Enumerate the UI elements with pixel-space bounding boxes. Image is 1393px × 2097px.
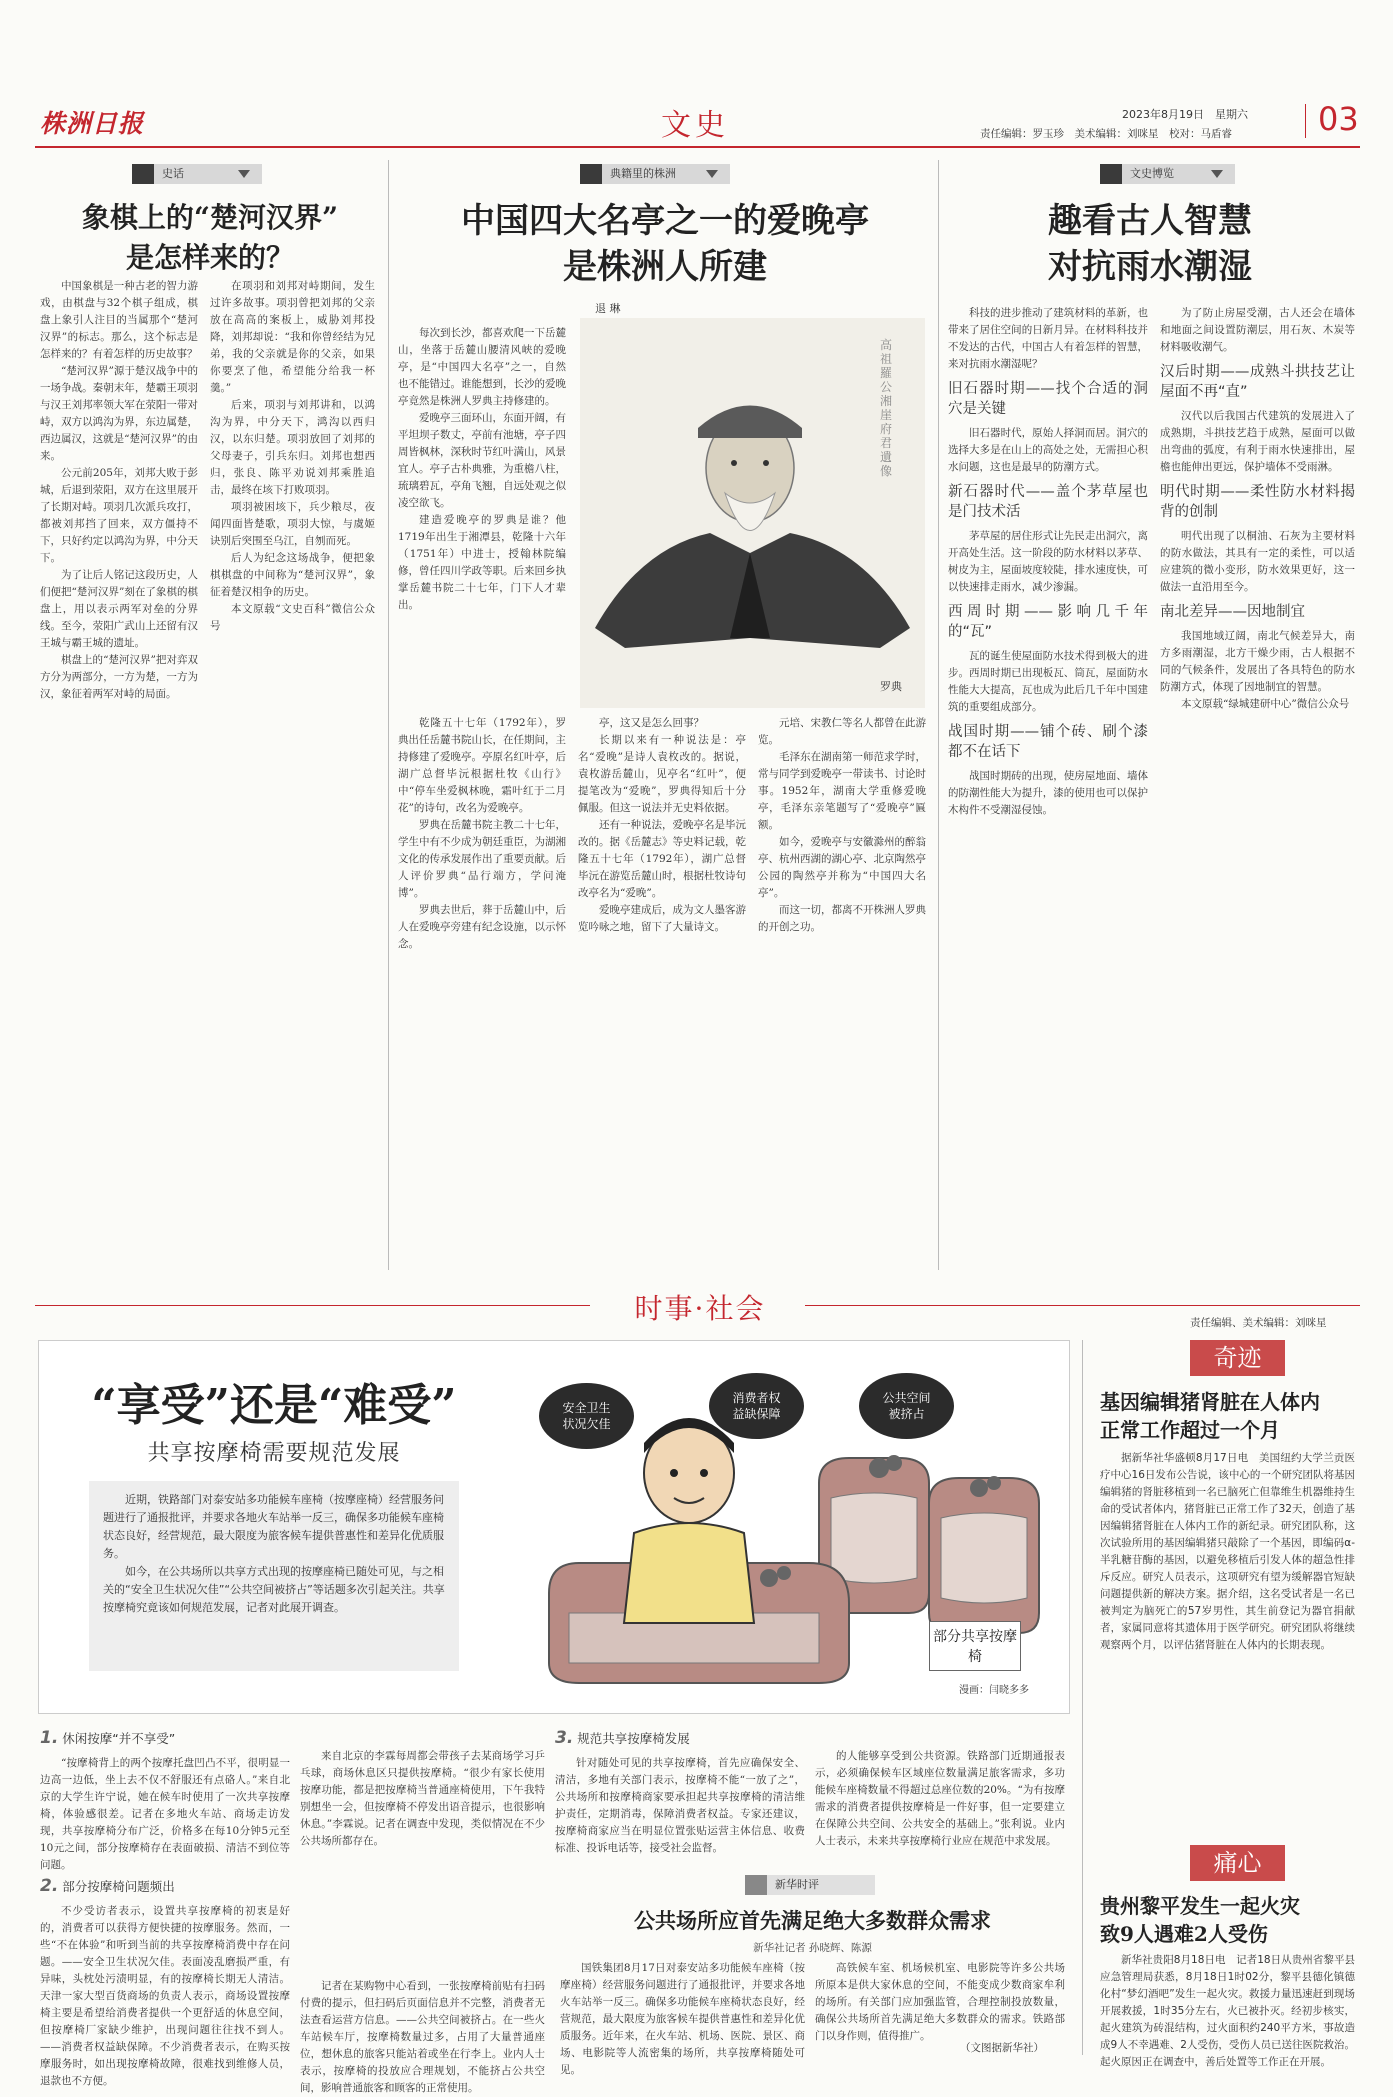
commentary-col1 — [560, 1960, 805, 2076]
source-credit: 本文原载“文史百科”微信公众号 — [210, 603, 375, 632]
cartoon-credit: 漫画：闫晓多多 — [959, 1685, 1029, 1696]
feature-sec1-col2 — [300, 1748, 545, 1973]
paragraph: “按摩椅背上的两个按摩托盘凹凸不平，很明显一边高一边低，坐上去不仅不舒服还有点硌人。”来自北京的大学生许宁说，她在候车时使用了一次共享按摩椅，体验感很差。记者在多地火车站、商场走访发现，共享按摩椅分布广泛，价格多在每10分钟5元至10元之间，部分按摩椅存在表面破损、清洁不到位等问题。 — [40, 1757, 290, 1871]
feature-sec2-col1 — [40, 1868, 290, 2087]
column-divider — [1082, 1340, 1083, 2055]
paragraph: 罗典在岳麓书院主教二十七年，学生中有不少成为朝廷重臣，为湖湘文化的传承发展作出了重要贡献。后人评价罗典“品行端方，学问淹博”。 — [398, 819, 566, 899]
paragraph: 每次到长沙，都喜欢爬一下岳麓山，坐落于岳麓山腰清风峡的爱晚亭，是“中国四大名亭”之一，自然也不能错过。谁能想到，长沙的爱晚亭竟然是株洲人罗典主持修建的。 — [398, 327, 566, 407]
paragraph: 公元前205年，刘邦大败于彭城，后退到荥阳，双方在这里展开了长期对峙。项羽几次派兵攻打，都被刘邦挡了回来，双方僵持不下，只好约定以鸿沟为界，中分天下。 — [40, 467, 198, 564]
paragraph: 爱晚亭三面环山，东面开阔，有平坦坝子数丈，亭前有池塘，亭子四周皆枫林，深秋时节红叶满山，风景宜人。亭子古朴典雅，为重檐八柱，琉璃碧瓦，亭角飞翘，自远处观之似凌空欲飞。 — [398, 412, 566, 509]
paragraph: 罗典去世后，葬于岳麓山中，后人在爱晚亭旁建有纪念设施，以示怀念。 — [398, 904, 566, 950]
kicker-label: 史话 — [162, 167, 184, 180]
paragraph: 而这一切，都离不开株洲人罗典的开创之功。 — [758, 904, 926, 933]
speech-bubble: 安全卫生状况欠佳 — [539, 1383, 634, 1449]
paragraph: 来自北京的李霖每周都会带孩子去某商场学习乒乓球，商场休息区只提供按摩椅。“很少有家长使用按摩功能，都是把按摩椅当普通座椅使用，下午我特别想坐一会，但按摩椅不停发出语音提示，也很影响休息。”李霖说。记者在调查中发现，类似情况在不少公共场所都存在。 — [300, 1750, 545, 1847]
paragraph: 建造爱晚亭的罗典是谁？他1719年出生于湘潭县，乾隆十六年（1751年）中进士，授翰林院编修，曾任四川学政等职。后来回乡执掌岳麓书院二十七年，门下人才辈出。 — [398, 514, 566, 611]
paper-logo: 株洲日报 — [40, 109, 145, 138]
left-title — [40, 198, 380, 278]
tag-miracle: 奇迹 — [1190, 1340, 1285, 1376]
paragraph: 明代出现了以桐油、石灰为主要材料的防水做法，其具有一定的柔性，可以适应建筑的微小变形，防水效果更好，这一做法一直沿用至今。 — [1160, 530, 1355, 593]
mid-title-line2: 是株洲人所建 — [563, 247, 767, 287]
paragraph: 后人为纪念这场战争，便把象棋棋盘的中间称为“楚河汉界”，象征着楚汉相争的历史。 — [210, 552, 375, 598]
feature-subtitle: 共享按摩椅需要规范发展 — [147, 1441, 401, 1466]
kicker-culture — [1100, 164, 1235, 184]
eye-right — [763, 460, 769, 466]
paragraph: 棋盘上的“楚河汉界”把对弈双方分为两部分，一方为楚，一方为汉，象征着两军对峙的局面。 — [40, 654, 198, 700]
brief1-title — [1100, 1388, 1355, 1444]
paragraph: 旧石器时代，原始人择洞而居。洞穴的选择大多是在山上的高处之处，无需担心积水问题，这也是最早的防潮方式。 — [948, 427, 1148, 473]
mid-article-col2 — [398, 715, 566, 1275]
commentary-title: 公共场所应首先满足绝大多数群众需求 — [634, 1908, 991, 1933]
paragraph: 亭，这又是怎么回事？ — [599, 717, 704, 729]
feature-sec2-col2 — [300, 1978, 545, 2094]
paragraph: 长期以来有一种说法是：亭名“爱晚”是诗人袁枚改的。据说，袁枚游岳麓山，见亭名“红叶”，便提笔改为“爱晚”，罗典得知后十分佩服。但这一说法并无史料依据。 — [578, 734, 746, 814]
eye-left — [731, 460, 737, 466]
portrait-inscription: 高祖羅公湘崖府君遺像 — [880, 338, 893, 478]
news-band — [35, 1285, 1360, 1331]
chevron-down-icon — [1211, 170, 1223, 178]
feature-box — [38, 1340, 1070, 1714]
date: 2023年8月19日 — [1122, 108, 1204, 121]
paragraph: 元培、宋教仁等名人都曾在此游览。 — [758, 717, 926, 746]
feature-sec3-col1 — [555, 1720, 805, 1868]
portrait-luo-dian — [580, 318, 925, 708]
section-title: 规范共享按摩椅发展 — [577, 1731, 690, 1746]
paragraph: 项羽被困垓下，兵少粮尽，夜闻四面皆楚歌，项羽大惊，与虞姬诀别后突围至乌江，自刎而死。 — [210, 501, 375, 547]
paragraph: 为了防止房屋受潮，古人还会在墙体和地面之间设置防潮层，用石灰、木炭等材料吸收潮气。 — [1160, 307, 1355, 353]
paragraph: 不少受访者表示，设置共享按摩椅的初衷是好的，消费者可以获得方便快捷的按摩服务。然而，一些“不在体验”和听到当前的共享按摩椅消费中存在问题。——安全卫生状况欠佳。表面凌乱磨损严重，有异味，头枕处污渍明显，有的按摩椅长期无人清洁。天津一家大型百货商场的负责人表示，商场设置按摩椅主要是希望给消费者提供一个更舒适的休息空间，但按摩椅厂家缺少维护，出现问题往往找不到人。——消费者权益缺保障。不少消费者表示，在购买按摩服务时，如出现按摩椅故障，很难找到维修人员，退款也不方便。 — [40, 1905, 290, 2087]
kicker-label: 典籍里的株洲 — [610, 167, 676, 180]
brief2-title — [1100, 1892, 1355, 1948]
section-number: 1. — [40, 1728, 59, 1748]
paragraph: 茅草屋的居住形式让先民走出洞穴，离开高处生活。这一阶段的防水材料以茅草、树皮为主，屋面坡度较陡，排水速度快，可以快速排走雨水，减少渗漏。 — [948, 530, 1148, 593]
lede-paragraph: 近期，铁路部门对泰安站多功能候车座椅（按摩座椅）经营服务问题进行了通报批评，并要求各地火车站举一反三，确保多功能候车座椅状态良好，经营规范，最大限度为旅客候车提供普惠性和差异化优质服务。 — [103, 1493, 444, 1560]
page-number: 03 — [1318, 100, 1359, 138]
paragraph: 汉代以后我国古代建筑的发展进入了成熟期，斗拱技艺趋于成熟，屋面可以做出弯曲的弧度，有利于雨水快速排出，屋檐也能伸出更远，保护墙体不受雨淋。 — [1160, 410, 1355, 473]
commentary-col2 — [815, 1960, 1065, 2040]
paragraph: 针对随处可见的共享按摩椅，首先应确保安全、清洁，多地有关部门表示，按摩椅不能“一放了之”，公共场所和按摩椅商家要承担起共享按摩椅的清洁维护责任，定期消毒，保障消费者权益。专家还建议，按摩椅商家应当在明显位置张贴运营主体信息、收费标准、投诉电话等，接受社会监督。 — [555, 1757, 805, 1854]
band-rule-left — [35, 1305, 590, 1306]
massage-chair-2 — [929, 1478, 1039, 1633]
paragraph: 的人能够享受到公共资源。铁路部门近期通报表示，必须确保候车区域座位数量满足旅客需求，多功能候车座椅数量不得超过总座位数的20%。“为有按摩需求的消费者提供按摩椅是一件好事，但一定要建立在保障公共空间、公共安全的基础上。”张利说。业内人士表示，未来共享按摩椅行业应在规范中求发展。 — [815, 1750, 1065, 1847]
chevron-down-icon — [706, 170, 718, 178]
kicker-block — [745, 1875, 767, 1895]
mid-title-line1: 中国四大名亭之一的爱晚亭 — [461, 201, 869, 241]
paragraph: “楚河汉界”源于楚汉战争中的一场争战。秦朝末年，楚霸王项羽与汉王刘邦率领大军在荥阳一带对峙，双方以鸿沟为界，东边属楚，西边属汉，这就是“楚河汉界”的由来。 — [40, 365, 198, 462]
right-article-col2 — [1160, 305, 1355, 1275]
paragraph: 高铁候车室、机场候机室、电影院等许多公共场所原本是供大家休息的空间，不能变成少数商家牟利的场所。有关部门应加强监管，合理控制投放数量，确保公共场所首先满足绝大多数群众的需求。铁路部门以身作则，值得推广。 — [815, 1962, 1065, 2042]
feature-sec1-col1 — [40, 1720, 290, 1871]
right-title — [945, 198, 1355, 290]
paragraph: 战国时期砖的出现，使房屋地面、墙体的防潮性能大为提升，漆的使用也可以保护木构件不受潮湿侵蚀。 — [948, 770, 1148, 816]
right-title-line1: 趣看古人智慧 — [1048, 201, 1252, 241]
section-number: 3. — [555, 1728, 574, 1748]
section-title: 文史 — [661, 108, 729, 143]
paragraph: 如今，爱晚亭与安徽滁州的醉翁亭、杭州西湖的湖心亭、北京陶然亭公园的陶然亭并称为“中国四大名亭”。 — [758, 836, 926, 899]
commentary-source: （文图据新华社） — [960, 2042, 1044, 2054]
cartoon — [519, 1363, 1059, 1698]
author: 退 琳 — [595, 302, 621, 315]
band-section-title: 时事·社会 — [634, 1292, 766, 1325]
mid-article-col1 — [398, 325, 566, 711]
column-divider — [388, 160, 389, 1270]
subheading: 战国时期——铺个砖、刷个漆都不在话下 — [948, 724, 1148, 760]
band-editors: 责任编辑、美术编辑：刘咪星 — [1190, 1317, 1327, 1329]
kicker-block — [1100, 164, 1122, 184]
paragraph: 国铁集团8月17日对泰安站多功能候车座椅（按摩座椅）经营服务问题进行了通报批评，并要求各地火车站举一反三。确保多功能候车座椅状态良好，经营规范，最大限度为旅客候车提供普惠性和差异化优质服务。近年来，在火车站、机场、医院、景区、商场、电影院等人流密集的场所，共享按摩椅随处可见。 — [560, 1962, 805, 2076]
kicker-history — [132, 164, 262, 184]
kicker-label: 文史博览 — [1130, 167, 1174, 180]
masthead — [0, 0, 1393, 150]
kicker-classics — [580, 164, 730, 184]
paragraph: 还有一种说法，爱晚亭名是毕沅改的。据《岳麓志》等史料记载，乾隆五十七年（1792年），湖广总督毕沅在游览岳麓山时，根据杜牧诗句改亭名为“爱晚”。 — [578, 819, 746, 899]
left-title-line2: 是怎样来的？ — [125, 241, 294, 274]
mid-article-col3 — [578, 715, 746, 1275]
brief2-body — [1100, 1952, 1355, 2068]
section-heading — [555, 1728, 805, 1749]
hat — [698, 406, 802, 439]
right-article-col1 — [948, 305, 1148, 1275]
kicker-block — [132, 164, 154, 184]
paragraph: 后来，项羽与刘邦讲和，以鸿沟为界，中分天下，鸿沟以西归汉，以东归楚。项羽放回了刘邦的父母妻子，引兵东归。刘邦也想西归，张良、陈平劝说刘邦乘胜追击，最终在垓下打败项羽。 — [210, 399, 375, 496]
paragraph: 为了让后人铭记这段历史，人们便把“楚河汉界”刻在了象棋的棋盘上，用以表示两军对垒的分界线。至今，荥阳广武山上还留有汉王城与霸王城的遗址。 — [40, 569, 198, 649]
paragraph: 我国地域辽阔，南北气候差异大，南方多雨潮湿，北方干燥少雨，古人根据不同的气候条件，发展出了各具特色的防水防潮方式，体现了因地制宜的智慧。 — [1160, 630, 1355, 693]
left-title-line1: 象棋上的“楚河汉界” — [81, 201, 339, 234]
brief1-title-line2: 正常工作超过一个月 — [1100, 1418, 1280, 1442]
band-rule-right — [805, 1305, 1360, 1306]
paragraph: 在项羽和刘邦对峙期间，发生过许多故事。项羽曾把刘邦的父亲放在高高的案板上，威胁刘邦投降，刘邦却说：“我和你曾经结为兄弟，我的父亲就是你的父亲，如果你要烹了他，希望能分给我一杯羹。” — [210, 280, 375, 394]
brief1-title-line1: 基因编辑猪肾脏在人体内 — [1100, 1390, 1320, 1414]
kicker-label: 新华时评 — [775, 1878, 819, 1891]
column-divider — [938, 160, 939, 1270]
left-article-col2 — [210, 278, 375, 1278]
portrait-caption: 罗典 — [880, 680, 902, 693]
kicker-commentary — [745, 1875, 875, 1895]
subheading: 西周时期——影响几千年的“瓦” — [948, 604, 1148, 640]
section-heading — [40, 1728, 290, 1749]
subheading: 明代时期——柔性防水材料揭背的创制 — [1160, 484, 1355, 520]
mid-title — [395, 198, 935, 290]
subheading: 汉后时期——成熟斗拱技艺让屋面不再“直” — [1160, 364, 1355, 400]
cartoon-person — [624, 1418, 754, 1623]
paragraph: 记者在某购物中心看到，一张按摩椅前贴有扫码付费的提示，但扫码后页面信息并不完整，消费者无法查看运营方信息。——公共空间被挤占。在一些火车站候车厅，按摩椅数量过多，占用了大量普通座位，想休息的旅客只能站着或坐在行李上。业内人士表示，按摩椅的投放应合理规划，不能挤占公共空间，影响普通旅客和顾客的正常使用。 — [300, 1980, 545, 2094]
tag-grief: 痛心 — [1190, 1845, 1285, 1881]
paragraph: 乾隆五十七年（1792年），罗典出任岳麓书院山长，在任期间，主持修建了爱晚亭。亭原名红叶亭，后湖广总督毕沅根据杜牧《山行》中“停车坐爱枫林晚，霜叶红于二月花”的诗句，改名为爱晚亭。 — [398, 717, 566, 814]
paragraph: 毛泽东在湖南第一师范求学时，常与同学到爱晚亭一带读书、讨论时事。1952年，湖南大学重修爱晚亭，毛泽东亲笔题写了“爱晚亭”匾额。 — [758, 751, 926, 831]
paragraph: 瓦的诞生使屋面防水技术得到极大的进步。西周时期已出现板瓦、筒瓦，屋面防水性能大大提高，瓦也成为此后几千年中国建筑的重要组成部分。 — [948, 650, 1148, 713]
feature-sec3-col2 — [815, 1748, 1065, 1868]
paragraph: 中国象棋是一种古老的智力游戏，由棋盘与32个棋子组成，棋盘上象引人注目的当属那个“楚河汉界”的标志。那么，这个标志是怎样来的？有着怎样的历史故事？ — [40, 280, 198, 360]
kicker-block — [580, 164, 602, 184]
issue-date — [1122, 106, 1248, 122]
lede-box — [89, 1481, 459, 1671]
left-article-col1 — [40, 278, 198, 1278]
brief2-title-line1: 贵州黎平发生一起火灾 — [1100, 1894, 1300, 1918]
portrait-figure — [580, 318, 925, 708]
section-number: 2. — [40, 1876, 59, 1896]
paragraph: 科技的进步推动了建筑材料的革新，也带来了居住空间的日新月异。在材料科技并不发达的古代，中国古人有着怎样的智慧，来对抗雨水潮湿呢？ — [948, 307, 1148, 370]
paragraph: 新华社贵阳8月18日电 记者18日从贵州省黎平县应急管理局获悉，8月18日1时02分，黎平县德化镇德化村“梦幻酒吧”发生一起火灾。救援力量迅速赶到现场开展救援，1时35分左右，火已被扑灭。经初步核实，起火建筑为砖混结构，过火面积约240平方米，事故造成9人不幸遇难、2人受伤，受伤人员已送往医院救治。起火原因正在调查中，善后处置等工作正在开展。 — [1100, 1954, 1355, 2068]
subheading: 旧石器时期——找个合适的洞穴是关键 — [948, 381, 1148, 417]
commentary-byline: 新华社记者 孙晓辉、陈源 — [753, 1942, 872, 1954]
chevron-down-icon — [238, 170, 250, 178]
section-heading — [40, 1876, 290, 1897]
subheading: 南北差异——因地制宜 — [1160, 604, 1305, 620]
source-credit: 本文原载“绿城建研中心”微信公众号 — [1181, 698, 1350, 710]
brief2-title-line2: 致9人遇难2人受伤 — [1100, 1922, 1268, 1946]
weekday: 星期六 — [1215, 108, 1248, 121]
page-divider — [1305, 104, 1306, 138]
speech-bubble: 消费者权益缺保障 — [709, 1373, 804, 1439]
masthead-rule — [35, 146, 1360, 148]
feature-title: “享受”还是“难受” — [91, 1380, 457, 1431]
section-title: 休闲按摩“并不享受” — [62, 1731, 176, 1746]
speech-bubble: 公共空间被挤占 — [859, 1373, 954, 1439]
mid-article-col4 — [758, 715, 926, 1275]
editor-credits: 责任编辑：罗玉珍 美术编辑：刘咪星 校对：马盾睿 — [980, 128, 1232, 140]
cartoon-label: 部分共享按摩椅 — [929, 1621, 1021, 1671]
subheading: 新石器时代——盖个茅草屋也是门技术活 — [948, 484, 1148, 520]
brief1-body — [1100, 1450, 1355, 1835]
section-title: 部分按摩椅问题频出 — [62, 1879, 175, 1894]
paragraph: 据新华社华盛顿8月17日电 美国纽约大学兰贡医疗中心16日发布公告说，该中心的一个研究团队将基因编辑猪的肾脏移植到一名已脑死亡但靠维生机器维持生命的受试者体内，猪肾脏已正常工作了32天，创造了基因编辑猪肾脏在人体内工作的新纪录。研究团队称，这次试验所用的基因编辑猪只敲除了一个基因，即编码α-半乳糖苷酶的基因，以避免移植后引发人体的超急性排斥反应。研究人员表示，这项研究有望为缓解器官短缺问题提供新的解决方案。据介绍，这名受试者是一名已被判定为脑死亡的57岁男性，其生前登记为器官捐献者，家属同意将其遗体用于医学研究。研究团队将继续观察两个月，以评估猪肾脏在人体内的长期表现。 — [1100, 1452, 1355, 1651]
right-title-line2: 对抗雨水潮湿 — [1048, 247, 1252, 287]
paragraph: 爱晚亭建成后，成为文人墨客游览吟咏之地，留下了大量诗文。 — [578, 904, 746, 933]
lede-paragraph: 如今，在公共场所以共享方式出现的按摩座椅已随处可见，与之相关的“安全卫生状况欠佳”“公共空间被挤占”等话题多次引起关注。共享按摩椅究竟该如何规范发展，记者对此展开调查。 — [103, 1565, 445, 1614]
